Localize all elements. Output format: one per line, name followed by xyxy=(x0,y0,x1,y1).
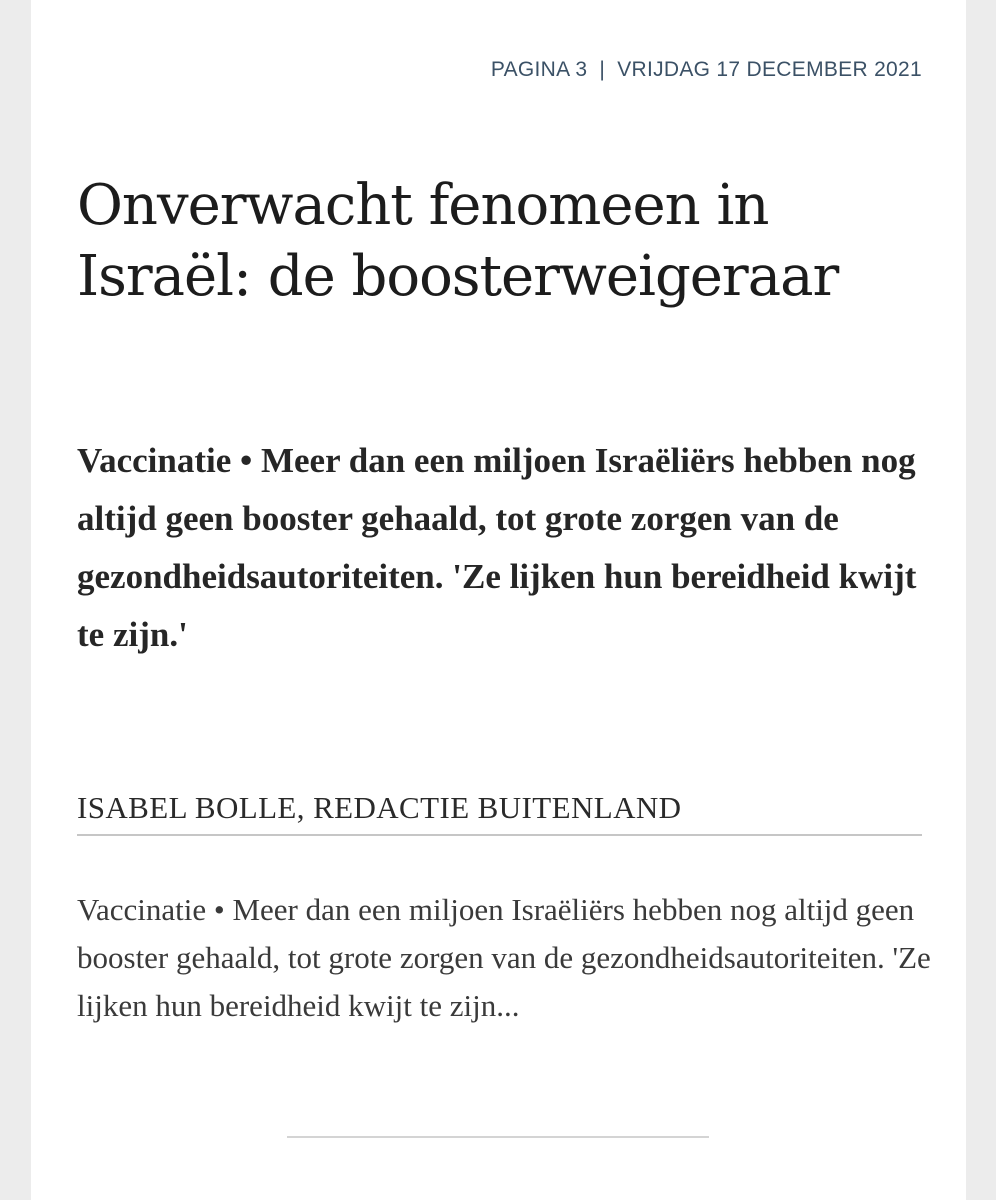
article-body-preview: Vaccinatie • Meer dan een miljoen Israëliërs hebben nog altijd geen booster gehaald, tot grote zorgen van de gezondheidsautoriteiten. 'Ze lijken hun bereidheid kwijt te zijn... xyxy=(77,892,931,1023)
meta-separator: | xyxy=(599,58,606,81)
publication-date: VRIJDAG 17 DECEMBER 2021 xyxy=(617,58,922,81)
article-byline: ISABEL BOLLE, REDACTIE BUITENLAND xyxy=(77,790,922,836)
divider xyxy=(287,1136,709,1138)
page-meta xyxy=(491,58,922,82)
article-page xyxy=(31,0,966,1200)
page-number: PAGINA 3 xyxy=(490,58,588,81)
article-headline: Onverwacht fenomeen in Israël: de boosterweigeraar xyxy=(77,173,839,309)
article-intro: Vaccinatie • Meer dan een miljoen Israëliërs hebben nog altijd geen booster gehaald, tot grote zorgen van de gezondheidsautoriteiten. 'Ze lijken hun bereidheid kwijt te zijn.' xyxy=(77,441,917,654)
